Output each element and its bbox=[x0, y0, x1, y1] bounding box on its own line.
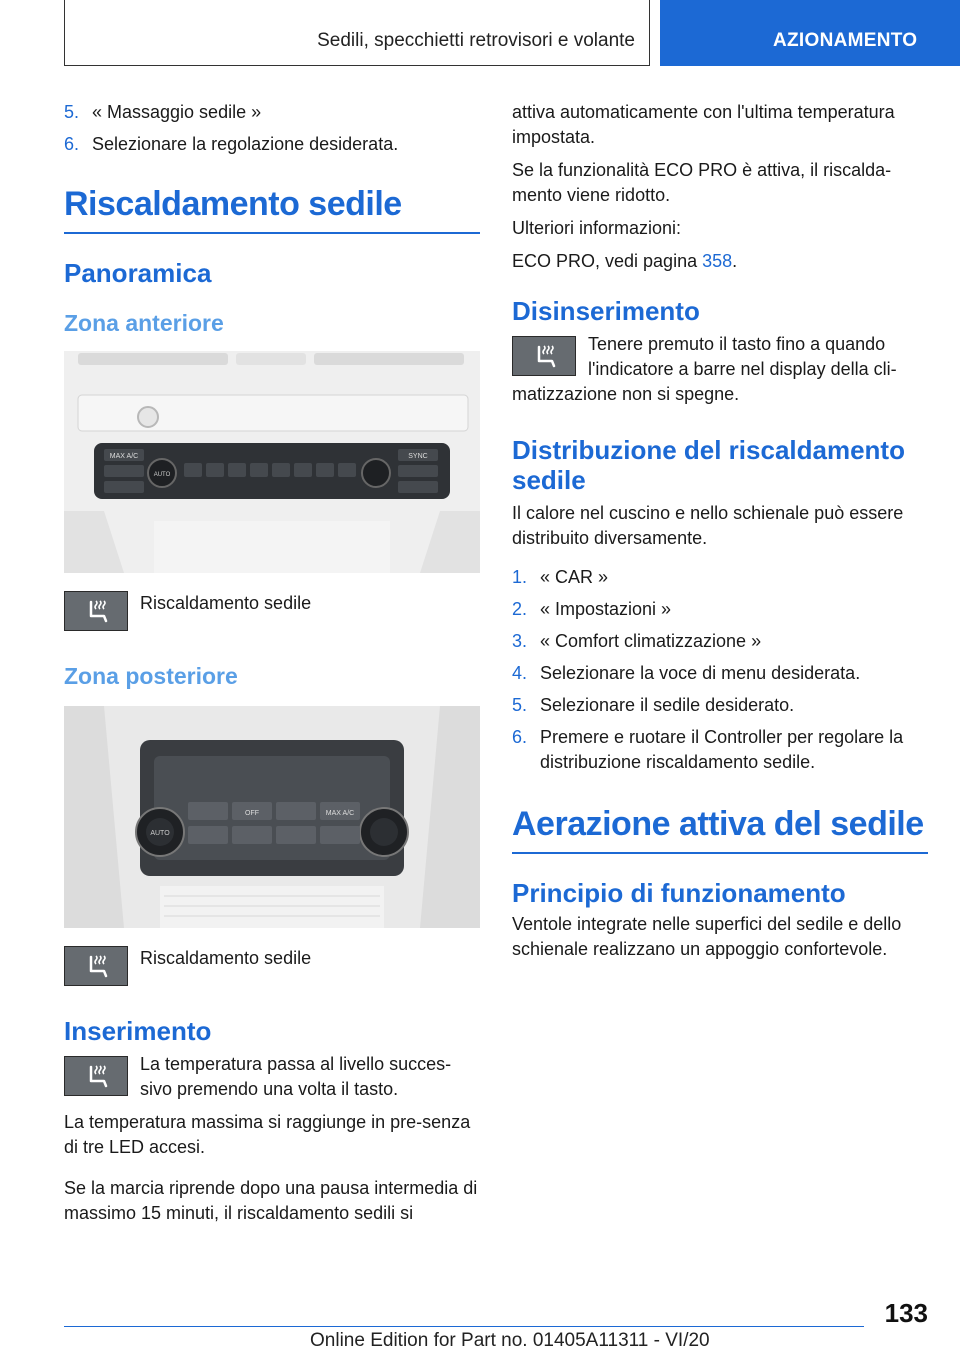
right-paragraph-1: attiva automaticamente con l'ultima temperatura impostata. bbox=[512, 102, 895, 147]
header-section-box bbox=[64, 0, 650, 66]
step-text: « Impostazioni » bbox=[540, 599, 672, 619]
list-item bbox=[64, 100, 480, 125]
ecopro-ref-suffix: . bbox=[732, 251, 738, 271]
rear-climate-panel-image bbox=[64, 706, 480, 928]
left-column bbox=[64, 100, 480, 1234]
front-sync-label: SYNC bbox=[408, 453, 428, 460]
step-text: « CAR » bbox=[540, 567, 609, 587]
insert-paragraph-2: Se la marcia riprende dopo una pausa intermedia di massimo 15 minuti, il riscaldamento sedili si bbox=[64, 1178, 478, 1223]
footer-divider bbox=[64, 1326, 864, 1327]
list-item bbox=[512, 629, 928, 654]
step-text: Selezionare la regolazione desiderata. bbox=[92, 134, 399, 154]
ecopro-ref-text: ECO PRO, vedi pagina bbox=[512, 251, 703, 271]
list-item bbox=[512, 693, 928, 718]
right-paragraph-3: Ulteriori informazioni: bbox=[512, 218, 682, 238]
front-seat-heating-row bbox=[64, 591, 480, 631]
disinsert-icon-row bbox=[512, 332, 928, 382]
right-column bbox=[512, 100, 928, 970]
step-text: Premere e ruotare il Controller per regolare la distribuzione riscaldamento sedile. bbox=[540, 727, 904, 772]
page-link-358[interactable]: 358 bbox=[702, 251, 733, 271]
step-number: 3. bbox=[512, 631, 528, 651]
header-chapter-label: AZIONAMENTO bbox=[773, 30, 918, 51]
insert-paragraph-1: La temperatura massima si raggiunge in pre-senza di tre LED accesi. bbox=[64, 1112, 471, 1157]
step-text: « Comfort climatizzazione » bbox=[540, 631, 762, 651]
heading-principle: Principio di funzionamento bbox=[512, 878, 846, 908]
page-header bbox=[0, 0, 960, 66]
heading-distribution: Distribuzione del riscaldamento sedile bbox=[512, 435, 905, 495]
step-number: 4. bbox=[512, 663, 528, 683]
heading-disinsert: Disinserimento bbox=[512, 296, 700, 326]
front-seat-heating-caption: Riscaldamento sedile bbox=[140, 593, 312, 613]
list-item bbox=[64, 132, 480, 157]
page-number: 133 bbox=[884, 1298, 928, 1328]
step-number: 5. bbox=[512, 695, 528, 715]
rear-auto-label: AUTO bbox=[150, 830, 170, 837]
heading-rear-zone: Zona posteriore bbox=[64, 663, 238, 689]
list-item bbox=[512, 597, 928, 622]
step-number: 2. bbox=[512, 599, 528, 619]
heading-seat-ventilation: Aerazione attiva del sedile bbox=[512, 805, 928, 854]
step-text: Selezionare la voce di menu desiderata. bbox=[540, 663, 861, 683]
distribution-text: Il calore nel cuscino e nello schienale può essere distribuito diversamente. bbox=[512, 503, 904, 548]
seat-heating-icon bbox=[512, 336, 576, 376]
seat-heating-icon bbox=[64, 1056, 128, 1096]
principle-text: Ventole integrate nelle superfici del sedile e dello schienale realizzano un appoggio confortevole. bbox=[512, 914, 902, 959]
step-number: 6. bbox=[64, 134, 80, 154]
disinsert-continuation: matizzazione non si spegne. bbox=[512, 384, 740, 404]
heading-insert: Inserimento bbox=[64, 1016, 212, 1046]
rear-seat-heating-caption: Riscaldamento sedile bbox=[140, 948, 312, 968]
heading-overview: Panoramica bbox=[64, 258, 212, 288]
rear-seat-heating-row bbox=[64, 946, 480, 986]
front-climate-panel-image bbox=[64, 351, 480, 573]
header-chapter-tab[interactable] bbox=[660, 0, 960, 66]
insert-icon-row bbox=[64, 1052, 480, 1102]
right-paragraph-2: Se la funzionalità ECO PRO è attiva, il riscalda-mento viene ridotto. bbox=[512, 160, 892, 205]
seat-heating-icon bbox=[64, 591, 128, 631]
front-auto-label: AUTO bbox=[153, 472, 171, 478]
step-text: « Massaggio sedile » bbox=[92, 102, 262, 122]
front-maxac-label: MAX A/C bbox=[109, 453, 139, 460]
step-number: 6. bbox=[512, 727, 528, 747]
list-item bbox=[512, 725, 928, 775]
heading-seat-heating: Riscaldamento sedile bbox=[64, 185, 480, 234]
list-item bbox=[512, 565, 928, 590]
header-section-title: Sedili, specchietti retrovisori e volante bbox=[317, 30, 635, 51]
disinsert-instruction: Tenere premuto il tasto fino a quando l'indicatore a barre nel display della cli- bbox=[588, 334, 897, 379]
step-number: 5. bbox=[64, 102, 80, 122]
heading-front-zone: Zona anteriore bbox=[64, 310, 224, 336]
edition-note: Online Edition for Part no. 01405A11311 - VI/20 bbox=[310, 1330, 710, 1351]
rear-maxac-label: MAX A/C bbox=[325, 810, 355, 817]
seat-heating-icon bbox=[64, 946, 128, 986]
step-text: Selezionare il sedile desiderato. bbox=[540, 695, 795, 715]
list-item bbox=[512, 661, 928, 686]
insert-instruction: La temperatura passa al livello succes-sivo premendo una volta il tasto. bbox=[140, 1054, 452, 1099]
right-paragraph-4 bbox=[512, 249, 928, 274]
step-number: 1. bbox=[512, 567, 528, 587]
rear-off-label: OFF bbox=[245, 810, 259, 817]
